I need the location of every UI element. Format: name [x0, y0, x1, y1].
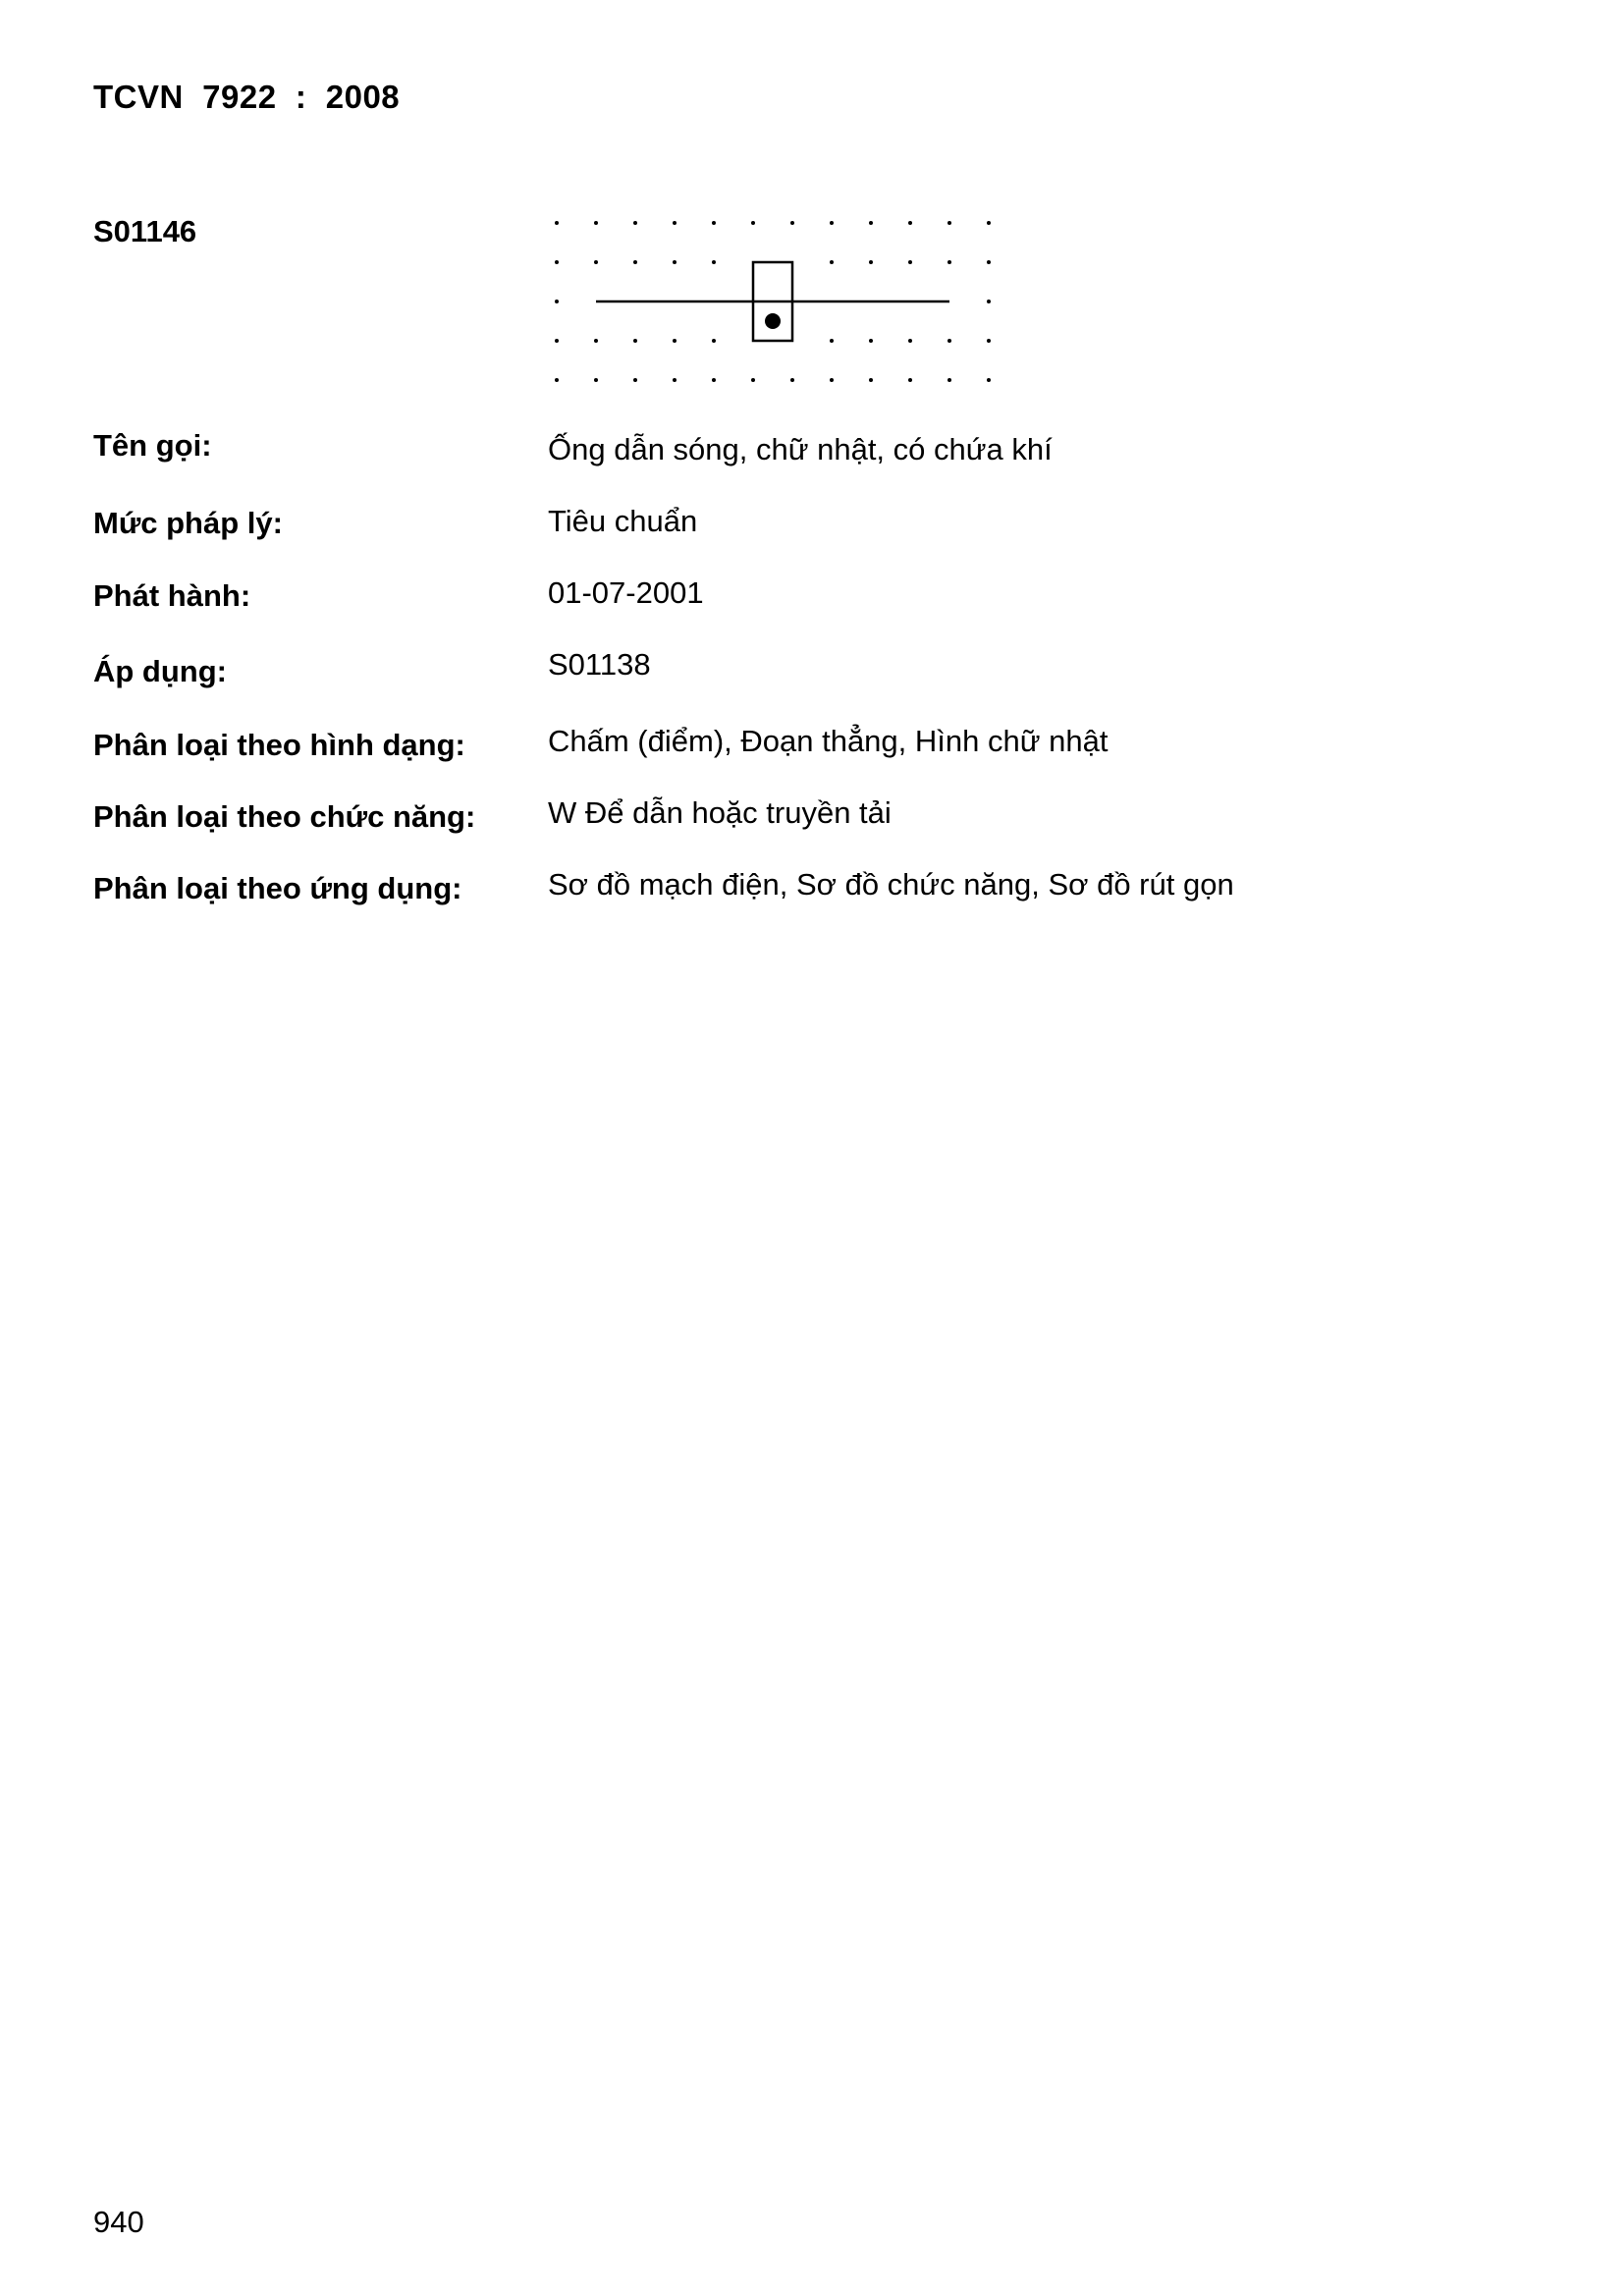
value-shape-classification: Chấm (điểm), Đoạn thẳng, Hình chữ nhật: [548, 724, 1109, 758]
symbol-code: S01146: [93, 214, 197, 248]
value-issued: 01-07-2001: [548, 575, 704, 610]
value-function-classification: W Để dẫn hoặc truyền tải: [548, 795, 892, 830]
waveguide-symbol-icon: [542, 208, 1003, 395]
label-issued: Phát hành:: [93, 578, 251, 613]
value-legal-level: Tiêu chuẩn: [548, 504, 698, 538]
label-shape-classification: Phân loại theo hình dạng:: [93, 728, 465, 762]
value-name: Ống dẫn sóng, chữ nhật, có chứa khí: [548, 432, 1053, 466]
value-application-classification: Sơ đồ mạch điện, Sơ đồ chức năng, Sơ đồ rút gọn: [548, 867, 1234, 902]
page-number: 940: [93, 2205, 144, 2239]
label-legal-level: Mức pháp lý:: [93, 506, 283, 540]
document-header: TCVN 7922 : 2008: [93, 79, 401, 115]
label-function-classification: Phân loại theo chức năng:: [93, 799, 476, 834]
label-name: Tên gọi:: [93, 428, 212, 463]
label-application-classification: Phân loại theo ứng dụng:: [93, 871, 462, 905]
label-applies: Áp dụng:: [93, 654, 228, 688]
value-applies: S01138: [548, 647, 651, 682]
gas-dot: [765, 313, 781, 329]
